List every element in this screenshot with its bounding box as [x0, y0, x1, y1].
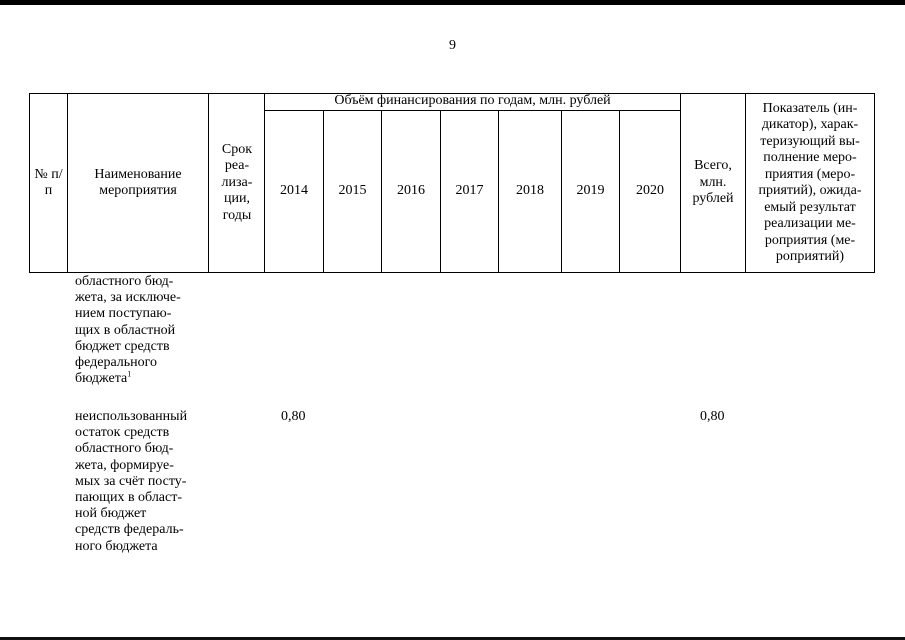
row-2-name-line: ного бюджета	[75, 538, 158, 554]
header-rule-v	[874, 93, 875, 273]
header-num: № п/п	[34, 166, 63, 198]
header-year-2018: 2018	[516, 183, 544, 199]
header-name: Наименование мероприятия	[94, 166, 182, 198]
top-edge-border	[0, 0, 905, 5]
row-2-name-line: пающих в област-	[75, 490, 183, 506]
row-2-name-line: областного бюд-	[75, 441, 174, 457]
row-2-name-line: мых за счёт посту-	[75, 473, 187, 489]
row-2-name-line: средств федераль-	[75, 522, 184, 538]
row-2-name-line: остаток средств	[75, 425, 170, 441]
row-2-total: 0,80	[700, 409, 725, 424]
header-total: Всего, млн. рублей	[692, 158, 734, 207]
header-funding-group: Объём финансирования по годам, млн. рублей	[334, 93, 611, 109]
header-year-2014: 2014	[280, 183, 308, 199]
table-row	[75, 409, 215, 555]
row-1-name-line: жета, за исключе-	[75, 290, 181, 306]
table-row	[75, 274, 215, 387]
header-term: Срок реа-лиза-ции, годы	[221, 141, 253, 223]
row-1-name-line: бюджета	[75, 371, 128, 387]
header-year-2015: 2015	[338, 183, 367, 199]
row-2-value-2014: 0,80	[281, 409, 306, 424]
header-rule-v	[208, 93, 209, 273]
header-year-2017: 2017	[455, 183, 484, 199]
header-rule-v	[680, 93, 681, 273]
header-year-2016: 2016	[397, 183, 425, 199]
row-1-name-line: бюджет средств	[75, 338, 170, 354]
header-rule-v	[29, 93, 30, 273]
row-2-name-line: ной бюджет	[75, 506, 147, 522]
footnote-marker: 1	[127, 369, 132, 379]
row-2-name-line: неиспользованный	[75, 409, 188, 424]
row-1-name-line: щих в областной	[75, 322, 176, 338]
row-1-name-line: федерального	[75, 355, 158, 371]
table-header	[29, 93, 875, 273]
header-year-2019: 2019	[576, 183, 605, 199]
header-rule-v	[745, 93, 746, 273]
row-1-name-line: областного бюд-	[75, 274, 174, 289]
row-1-name-line: нием поступаю-	[75, 306, 172, 322]
header-year-2020: 2020	[636, 183, 664, 199]
header-indicator: Показатель (ин-дикатор), харак-теризующий вы-полнение меро-приятия (меро-приятий), ожида-емый результат реализации ме-роприятия (ме-роприятий)	[758, 100, 862, 264]
header-rule-v	[67, 93, 68, 273]
page-number: 9	[449, 38, 456, 53]
row-2-name-line: жета, формируе-	[75, 457, 174, 473]
